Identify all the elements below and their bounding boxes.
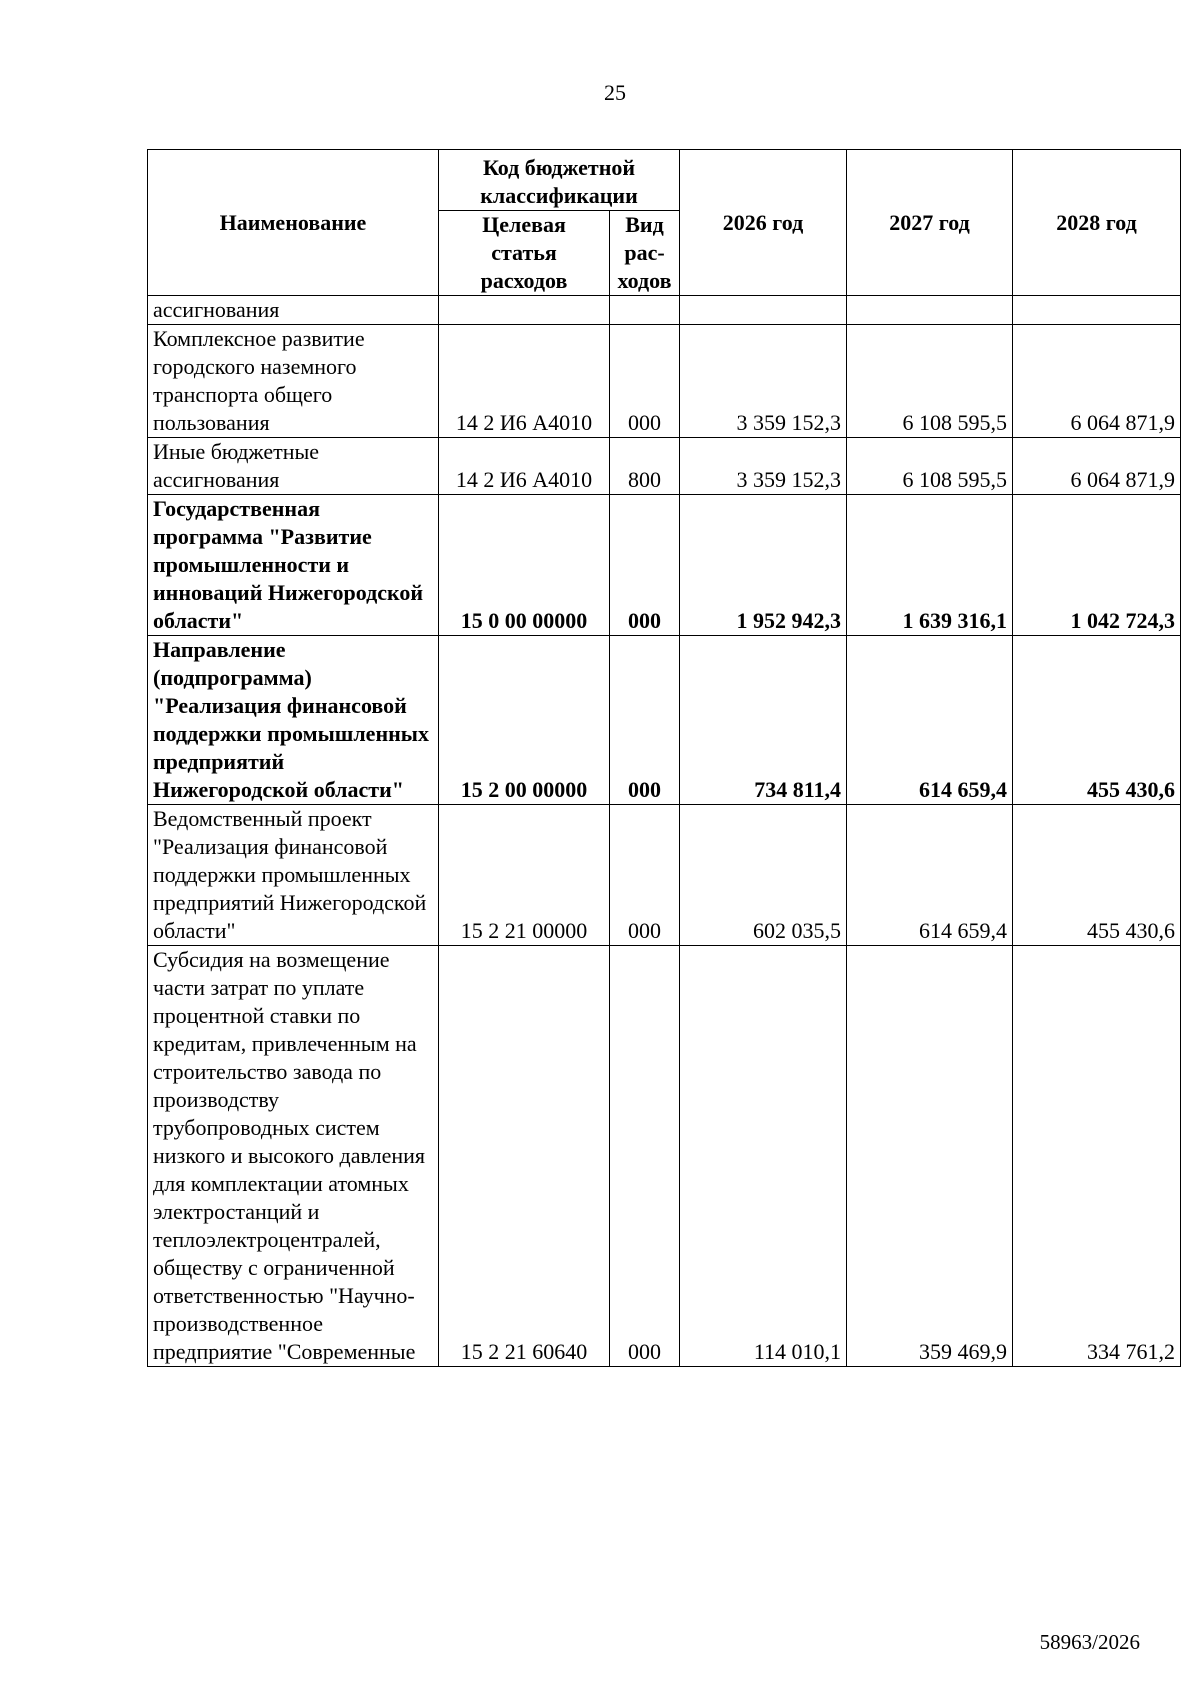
- row-expense-kind: 000: [610, 805, 680, 946]
- row-amount-2028: [1013, 296, 1181, 325]
- row-amount-2027: 359 469,9: [847, 946, 1013, 1367]
- row-amount-2027: 614 659,4: [847, 805, 1013, 946]
- budget-table: [147, 149, 1181, 1367]
- row-name: Направление (подпрограмма) "Реализация финансовой поддержки промышленных предприятий Нижегородской области": [148, 636, 439, 805]
- row-target-article: 15 2 21 60640: [439, 946, 610, 1367]
- row-expense-kind: 000: [610, 946, 680, 1367]
- header-target-article: Целевая статья расходов: [439, 211, 610, 296]
- row-name: ассигнования: [148, 296, 439, 325]
- row-amount-2027: 614 659,4: [847, 636, 1013, 805]
- row-target-article: 15 2 21 00000: [439, 805, 610, 946]
- table-row: [148, 325, 1181, 438]
- row-amount-2027: 6 108 595,5: [847, 438, 1013, 495]
- header-2026: 2026 год: [680, 150, 847, 296]
- document-id: 58963/2026: [1039, 1630, 1140, 1654]
- row-target-article: 15 0 00 00000: [439, 495, 610, 636]
- table-row: [148, 805, 1181, 946]
- row-amount-2028: 6 064 871,9: [1013, 325, 1181, 438]
- table-row: [148, 636, 1181, 805]
- row-amount-2028: 334 761,2: [1013, 946, 1181, 1367]
- row-amount-2026: 114 010,1: [680, 946, 847, 1367]
- header-row-top: [148, 150, 1181, 211]
- row-amount-2026: [680, 296, 847, 325]
- row-target-article: [439, 296, 610, 325]
- row-amount-2026: 1 952 942,3: [680, 495, 847, 636]
- row-amount-2027: [847, 296, 1013, 325]
- header-expense-kind: Вид рас-ходов: [610, 211, 680, 296]
- table-row: [148, 296, 1181, 325]
- table-row: [148, 495, 1181, 636]
- row-amount-2026: 3 359 152,3: [680, 438, 847, 495]
- row-expense-kind: 000: [610, 495, 680, 636]
- row-amount-2027: 6 108 595,5: [847, 325, 1013, 438]
- row-name: Государственная программа "Развитие промышленности и инноваций Нижегородской области": [148, 495, 439, 636]
- table-row: [148, 438, 1181, 495]
- row-name: Иные бюджетные ассигнования: [148, 438, 439, 495]
- row-amount-2028: 1 042 724,3: [1013, 495, 1181, 636]
- header-2028: 2028 год: [1013, 150, 1181, 296]
- row-target-article: 14 2 И6 А4010: [439, 438, 610, 495]
- row-expense-kind: 000: [610, 636, 680, 805]
- row-target-article: 15 2 00 00000: [439, 636, 610, 805]
- row-expense-kind: [610, 296, 680, 325]
- row-target-article: 14 2 И6 А4010: [439, 325, 610, 438]
- page-number: 25: [604, 80, 626, 105]
- row-expense-kind: 000: [610, 325, 680, 438]
- row-amount-2027: 1 639 316,1: [847, 495, 1013, 636]
- row-amount-2026: 734 811,4: [680, 636, 847, 805]
- table-body: [148, 296, 1181, 1367]
- header-2027: 2027 год: [847, 150, 1013, 296]
- header-name: Наименование: [148, 150, 439, 296]
- row-amount-2026: 3 359 152,3: [680, 325, 847, 438]
- row-amount-2026: 602 035,5: [680, 805, 847, 946]
- header-code-group: Код бюджетной классификации: [439, 150, 680, 211]
- row-expense-kind: 800: [610, 438, 680, 495]
- row-amount-2028: 455 430,6: [1013, 805, 1181, 946]
- row-name: Субсидия на возмещение части затрат по уплате процентной ставки по кредитам, привлеченным на строительство завода по производству трубопроводных систем низкого и высокого давления для комплектации атомных электростанций и теплоэлектроцентралей, обществу с ограниченной ответственностью "Научно-производственное предприятие "Современные: [148, 946, 439, 1367]
- row-amount-2028: 455 430,6: [1013, 636, 1181, 805]
- row-name: Комплексное развитие городского наземного транспорта общего пользования: [148, 325, 439, 438]
- row-name: Ведомственный проект "Реализация финансовой поддержки промышленных предприятий Нижегородской области": [148, 805, 439, 946]
- row-amount-2028: 6 064 871,9: [1013, 438, 1181, 495]
- table-row: [148, 946, 1181, 1367]
